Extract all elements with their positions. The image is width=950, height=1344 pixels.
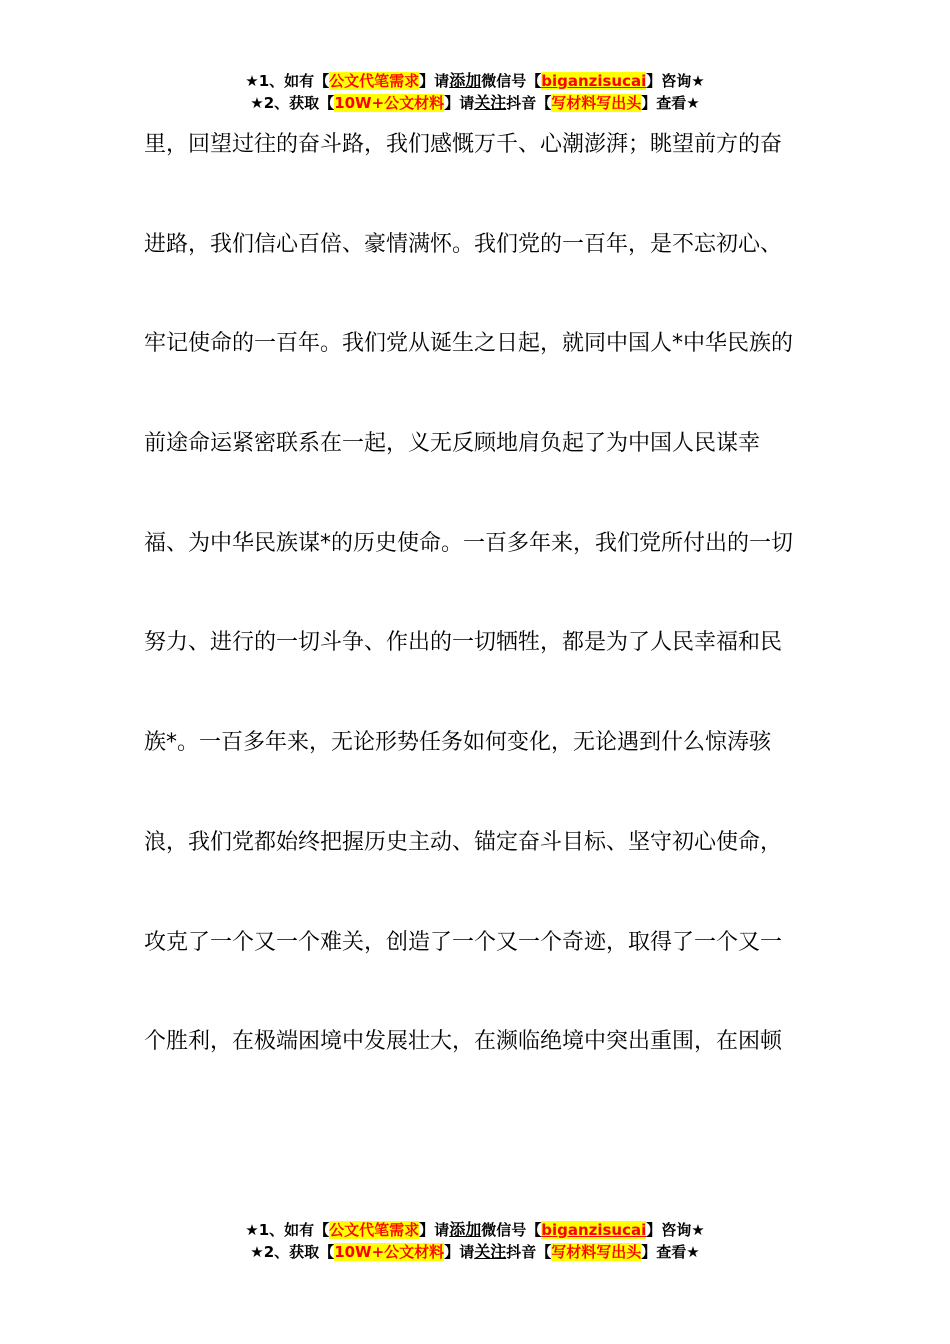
banner-line-1	[0, 70, 950, 92]
banner-text: 】请	[419, 1221, 450, 1239]
banner-text: 】请	[444, 94, 475, 112]
emphasis-text: 关注	[474, 1242, 507, 1261]
banner-text: 】咨询★	[646, 1221, 705, 1239]
banner-text: ★2、获取【	[250, 94, 335, 112]
body-line: 里，回望过往的奋斗路，我们感慨万千、心潮澎湃；眺望前方的奋	[144, 132, 783, 157]
wechat-id-link[interactable]: biganzisucai	[541, 72, 647, 90]
header-banner	[0, 70, 950, 114]
banner-text: 】查看★	[641, 94, 700, 112]
body-line: 进路，我们信心百倍、豪情满怀。我们党的一百年，是不忘初心、	[144, 231, 783, 257]
banner-text: ★1、如有【	[245, 1221, 330, 1239]
banner-text: 】请	[419, 72, 450, 90]
highlight-service: 公文代笔需求	[329, 72, 420, 90]
banner-text: 抖音【	[506, 1243, 552, 1261]
body-line: 福、为中华民族谋*的历史使命。一百多年来，我们党所付出的一切	[144, 530, 794, 556]
body-line: 攻克了一个又一个难关，创造了一个又一个奇迹，取得了一个又一	[144, 929, 783, 955]
banner-text: 抖音【	[506, 94, 552, 112]
emphasis-text: 关注	[474, 93, 507, 112]
footer-banner	[0, 1219, 950, 1263]
body-line: 前途命运紧密联系在一起，义无反顾地肩负起了为中国人民谋幸	[144, 431, 761, 457]
banner-text: 】查看★	[641, 1243, 700, 1261]
emphasis-text: 添加	[449, 1220, 482, 1239]
body-line: 浪，我们党都始终把握历史主动、锚定奋斗目标、坚守初心使命，	[144, 829, 783, 855]
highlight-douyin: 写材料写出头	[551, 94, 642, 112]
emphasis-text: 添加	[449, 71, 482, 90]
highlight-materials: 10W+公文材料	[334, 94, 445, 112]
banner-text: 微信号【	[481, 72, 542, 90]
body-line: 牢记使命的一百年。我们党从诞生之日起，就同中国人*中华民族的	[144, 331, 794, 357]
document-body	[144, 123, 814, 1120]
banner-text: 】咨询★	[646, 72, 705, 90]
banner-line-2	[0, 1241, 950, 1263]
banner-text: ★2、获取【	[250, 1243, 335, 1261]
highlight-materials: 10W+公文材料	[334, 1243, 445, 1261]
banner-line-2	[0, 92, 950, 114]
highlight-service: 公文代笔需求	[329, 1221, 420, 1239]
banner-text: 微信号【	[481, 1221, 542, 1239]
body-line: 族*。一百多年来，无论形势任务如何变化，无论遇到什么惊涛骇	[144, 730, 772, 756]
body-line: 个胜利，在极端困境中发展壮大，在濒临绝境中突出重围，在困顿	[144, 1029, 783, 1055]
highlight-douyin: 写材料写出头	[551, 1243, 642, 1261]
banner-text: 】请	[444, 1243, 475, 1261]
banner-line-1	[0, 1219, 950, 1241]
body-line: 努力、进行的一切斗争、作出的一切牺牲，都是为了人民幸福和民	[144, 630, 783, 656]
wechat-id-link[interactable]: biganzisucai	[541, 1221, 647, 1239]
banner-text: ★1、如有【	[245, 72, 330, 90]
